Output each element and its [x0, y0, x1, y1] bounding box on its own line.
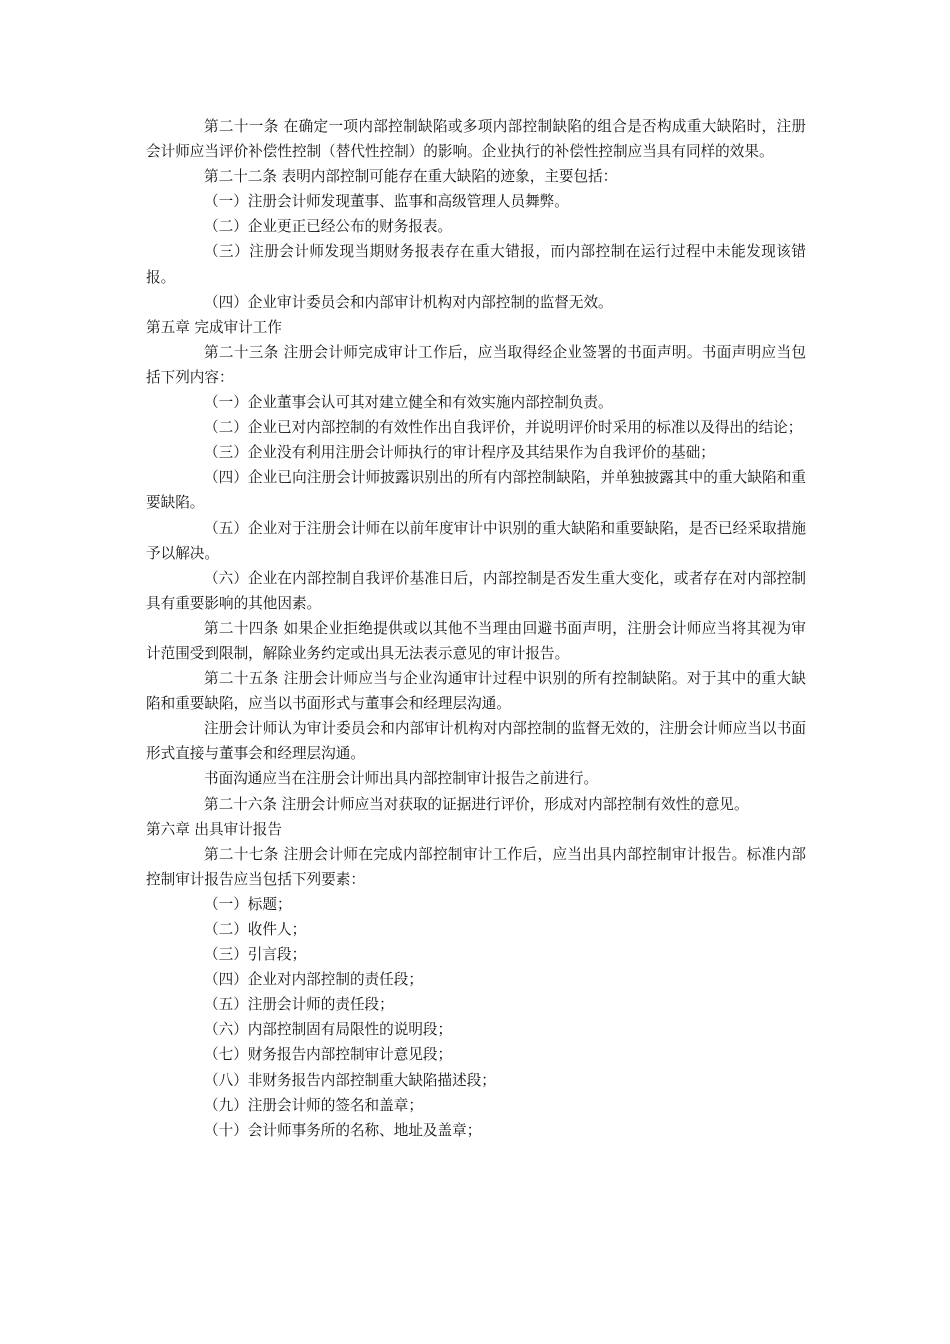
- document-body: [146, 114, 806, 1143]
- paragraph: 书面沟通应当在注册会计师出具内部控制审计报告之前进行。: [204, 770, 599, 788]
- list-item: （一）企业董事会认可其对建立健全和有效实施内部控制负责。: [204, 394, 613, 412]
- list-item: （二）收件人；: [204, 921, 307, 938]
- paragraph: 注册会计师认为审计委员会和内部审计机构对内部控制的监督无效的，注册会计师应当以书面形式直接与董事会和经理层沟通。: [146, 720, 806, 763]
- article-27: 第二十七条 注册会计师在完成内部控制审计工作后，应当出具内部控制审计报告。标准内部控制审计报告应当包括下列要素：: [146, 845, 806, 888]
- list-item: （四）企业对内部控制的责任段；: [204, 971, 423, 989]
- list-item: （二）企业已对内部控制的有效性作出自我评价，并说明评价时采用的标准以及得出的结论；: [204, 419, 803, 437]
- list-item: （九）注册会计师的签名和盖章；: [204, 1096, 423, 1114]
- list-item: （五）企业对于注册会计师在以前年度审计中识别的重大缺陷和重要缺陷，是否已经采取措施予以解决。: [146, 519, 806, 562]
- chapter-5-heading: 第五章 完成审计工作: [146, 318, 282, 336]
- list-item: （十）会计师事务所的名称、地址及盖章；: [204, 1121, 482, 1139]
- list-item: （七）财务报告内部控制审计意见段；: [204, 1046, 453, 1064]
- list-item: （三）注册会计师发现当期财务报表存在重大错报，而内部控制在运行过程中未能发现该错报。: [146, 243, 806, 286]
- list-item: （五）注册会计师的责任段；: [204, 996, 394, 1014]
- list-item: （二）企业更正已经公布的财务报表。: [204, 218, 453, 236]
- article-25: 第二十五条 注册会计师应当与企业沟通审计过程中识别的所有控制缺陷。对于其中的重大缺陷和重要缺陷，应当以书面形式与董事会和经理层沟通。: [146, 670, 806, 713]
- article-26: 第二十六条 注册会计师应当对获取的证据进行评价，形成对内部控制有效性的意见。: [204, 795, 749, 813]
- list-item: （一）注册会计师发现董事、监事和高级管理人员舞弊。: [204, 193, 569, 211]
- article-21: 第二十一条 在确定一项内部控制缺陷或多项内部控制缺陷的组合是否构成重大缺陷时，注册会计师应当评价补偿性控制（替代性控制）的影响。企业执行的补偿性控制应当具有同样的效果。: [146, 118, 806, 161]
- article-24: 第二十四条 如果企业拒绝提供或以其他不当理由回避书面声明，注册会计师应当将其视为审计范围受到限制，解除业务约定或出具无法表示意见的审计报告。: [146, 619, 806, 662]
- chapter-6-heading: 第六章 出具审计报告: [146, 820, 282, 838]
- article-23: 第二十三条 注册会计师完成审计工作后，应当取得经企业签署的书面声明。书面声明应当包括下列内容：: [146, 343, 806, 386]
- article-22: 第二十二条 表明内部控制可能存在重大缺陷的迹象，主要包括：: [204, 168, 618, 186]
- list-item: （四）企业已向注册会计师披露识别出的所有内部控制缺陷，并单独披露其中的重大缺陷和重要缺陷。: [146, 469, 806, 512]
- list-item: （六）内部控制固有局限性的说明段；: [204, 1021, 453, 1039]
- list-item: （四）企业审计委员会和内部审计机构对内部控制的监督无效。: [204, 293, 613, 311]
- list-item: （一）标题；: [204, 895, 292, 913]
- list-item: （八）非财务报告内部控制重大缺陷描述段；: [204, 1071, 496, 1089]
- list-item: （六）企业在内部控制自我评价基准日后，内部控制是否发生重大变化，或者存在对内部控制具有重要影响的其他因素。: [146, 569, 806, 612]
- list-item: （三）企业没有利用注册会计师执行的审计程序及其结果作为自我评价的基础；: [204, 444, 715, 462]
- list-item: （三）引言段；: [204, 946, 307, 964]
